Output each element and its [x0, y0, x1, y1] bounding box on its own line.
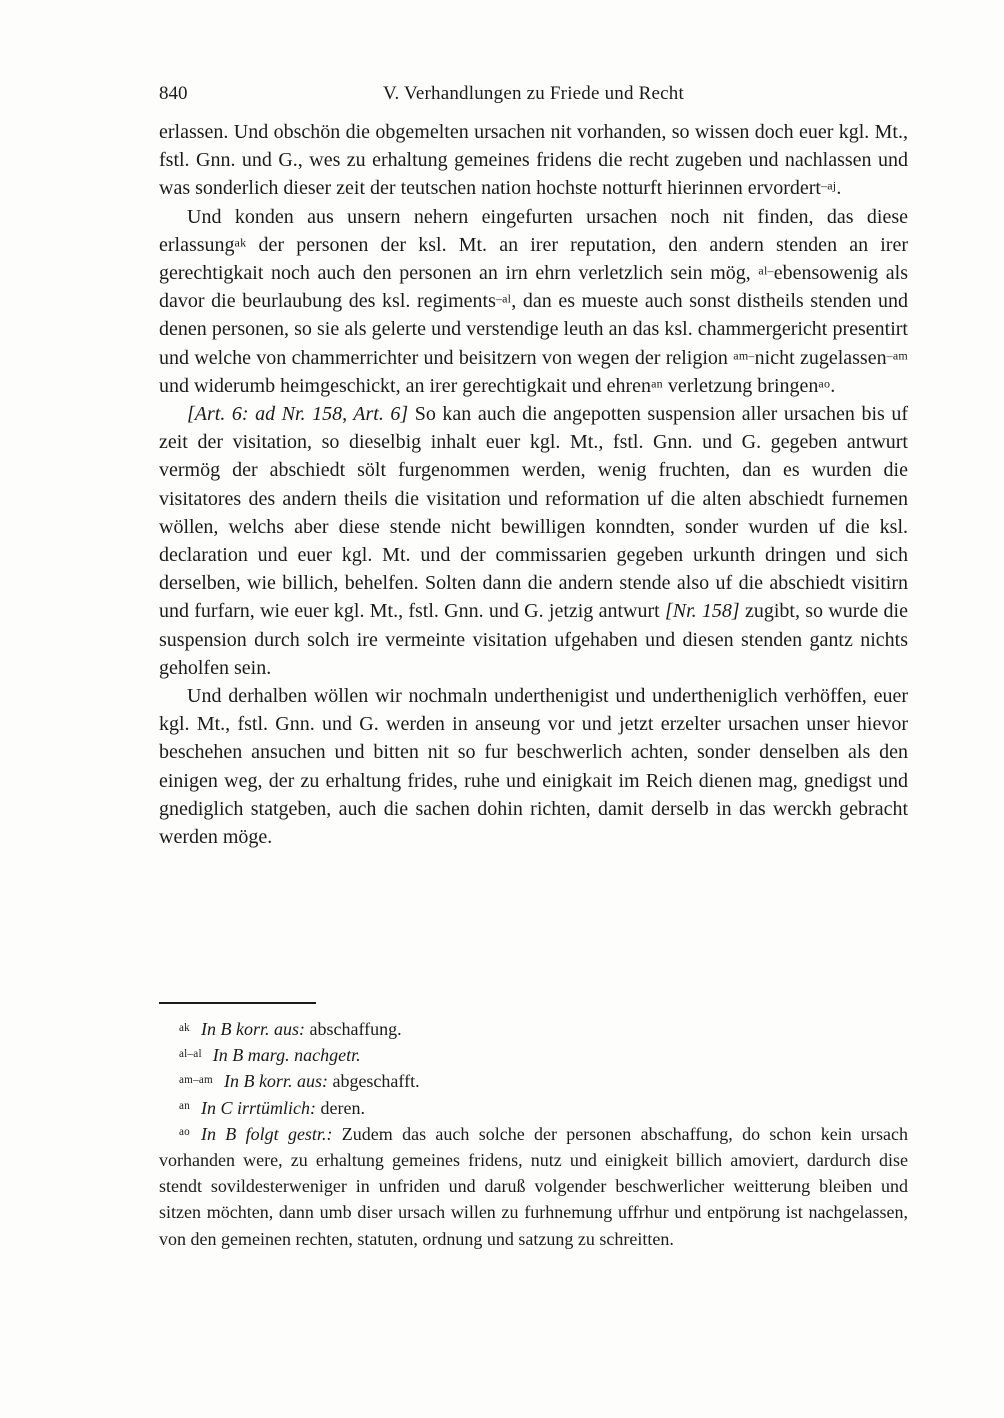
text-run: ebensowenig als davor die beurlaubung des ksl. regiments [159, 262, 908, 313]
running-title: V. Verhandlungen zu Friede und Recht [383, 83, 684, 104]
footnote [159, 1121, 908, 1252]
page-header [159, 82, 908, 106]
text-run: Und derhalben wöllen wir nochmaln underthenigist und undertheniglich verhöffen, euer kgl. Mt., fstl. Gnn. und G. werden in anseung vor und jetzt erzelter ursachen unser hievor beschehen ansuchen und bitten nit so fur beschwerlich achten, sonder denselben als den einigen weg, der zu erhaltung frides, ruhe und einigkait im Reich dienen mag, gnedigst und gnediglich statgeben, auch die sachen dohin richten, damit derselb in das werckh gebracht werden möge. [159, 685, 908, 849]
note-reference: am– [733, 348, 755, 363]
footnote [159, 1042, 908, 1068]
footnote-list [159, 1016, 908, 1252]
paragraph [159, 203, 908, 400]
text-run: So kan auch die angepotten suspension aller ursachen bis uf zeit der visitation, so dieselbig inhalt euer kgl. Mt., fstl. Gnn. und G. gegeben antwurt vermög der abschiedt sölt furgenommen werden, wenig fruchten, dan es wurden die visitatores des andern theils die visitation und reformation uf die alten abschiedt furnemen wöllen, welchs aber diese stende nicht bewilligen konndten, sonder wurden uf die ksl. declaration und euer kgl. Mt. und der commissarien gegeben urkunth dringen und sich derselben, wie billich, behelfen. Solten dann die andern stende also uf die abschiedt visitirn und furfarn, wie euer kgl. Mt., fstl. Gnn. und G. jetzig antwurt [159, 403, 908, 623]
italic-text: [Nr. 158] [664, 600, 740, 623]
text-run: Und konden aus unsern nehern eingefurten ursachen noch nit finden, das diese erlassung [159, 205, 908, 256]
note-reference: al– [758, 263, 774, 278]
italic-text: In C irrtümlich: [200, 1097, 316, 1118]
footnote-marker: al–al [179, 1047, 202, 1060]
note-reference: ao [818, 376, 831, 391]
paragraph [159, 118, 908, 203]
footnote-marker: an [179, 1100, 190, 1113]
text-run: der personen der ksl. Mt. an irer reputation, den andern stenden an irer gerechtigkait noch auch den personen an irn ehrn verletzlich sein mög, [159, 233, 908, 285]
note-reference: ak [234, 235, 247, 250]
note-reference: –aj [821, 178, 837, 193]
text-run: nicht zugelassen [754, 346, 887, 369]
page-number: 840 [159, 83, 188, 104]
italic-text: In B folgt gestr.: [200, 1123, 333, 1144]
text-run: abgeschafft. [327, 1071, 420, 1092]
footnote [159, 1068, 908, 1094]
italic-text: In B korr. aus: [223, 1071, 328, 1092]
footnote-separator-rule [159, 1002, 316, 1004]
text-run: . [836, 177, 842, 200]
text-run: Zudem das auch solche der personen abschaffung, do schon kein ursach vorhanden were, zu erhaltung gemeines fridens, nutz und einigkeit billich amoviert, dardurch dise stendt sovildesterweniger in unfriden und daruß volgender beschwerlicher weitterung bleiben und sitzen möchten, dann umb diser ursach willen zu furhnemung uffrhur und entpörung ist nachgelassen, von den gemeinen rechten, statuten, ordnung und satzung zu schreitten. [159, 1123, 908, 1249]
text-run: , dan es mueste auch sonst distheils stenden und denen personen, so sie als gelerte und verstendige leuth an das ksl. chammergericht presentirt und welche von chammerrichter und beisitzern von wegen der religion [159, 290, 908, 369]
note-reference: an [651, 376, 663, 391]
text-run: und widerumb heimgeschickt, an irer gerechtigkait und ehren [159, 374, 652, 397]
text-run: . [830, 374, 836, 397]
text-run: deren. [315, 1097, 365, 1118]
note-reference: –al [495, 291, 512, 306]
italic-text: [Art. 6: ad Nr. 158, Art. 6] [187, 403, 409, 426]
footnote-marker: ao [179, 1126, 190, 1139]
text-run: erlassen. Und obschön die obgemelten ursachen nit vorhanden, so wissen doch euer kgl. Mt., fstl. Gnn. und G., wes zu erhaltung gemeines fridens die recht zugeben und nachlassen und was sonderlich dieser zeit der teutschen nation hochste notturft hierinnen ervordert [159, 121, 908, 200]
text-run: verletzung bringen [662, 374, 819, 397]
footnote [159, 1016, 908, 1042]
footnote-marker: am–am [179, 1073, 213, 1086]
paragraph [159, 682, 908, 851]
paragraph [159, 400, 908, 682]
text-run: abschaffung. [304, 1019, 402, 1039]
text-run: zugibt, so wurde die suspension durch solch ire vermeinte visitation ufgehaben und diesen stenden gantz nichts geholfen sein. [159, 600, 908, 679]
italic-text: In B korr. aus: [200, 1019, 305, 1039]
note-reference: –am [886, 348, 908, 363]
footnote [159, 1095, 908, 1121]
footnotes-section [159, 1002, 908, 1252]
footnote-marker: ak [179, 1021, 190, 1034]
body-text [159, 118, 908, 851]
italic-text: In B marg. nachgetr. [212, 1045, 361, 1066]
